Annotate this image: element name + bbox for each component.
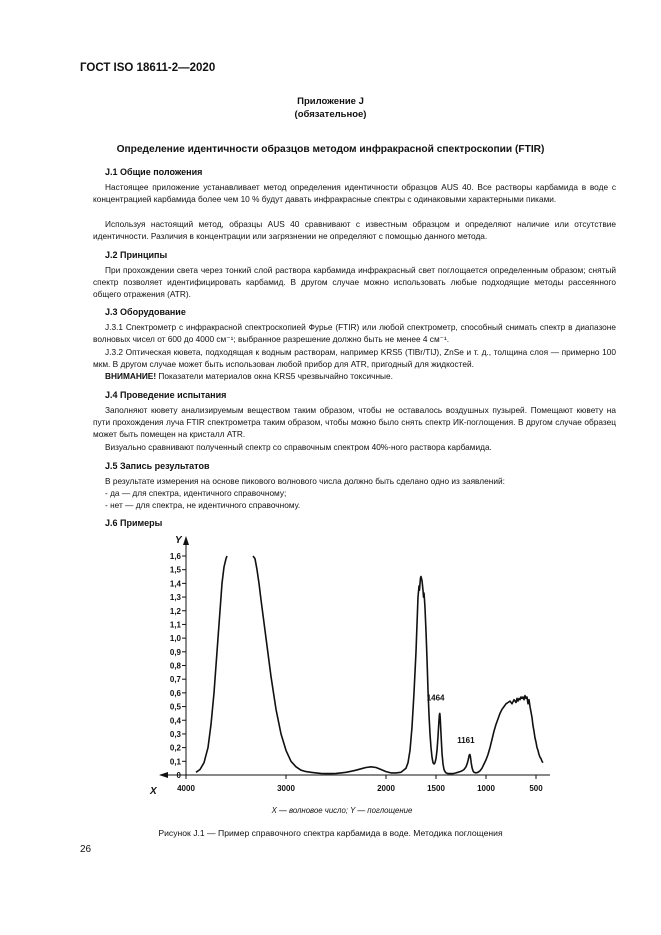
main-title: Определение идентичности образцов методом инфракрасной спектроскопии (FTIR) [116, 144, 545, 155]
x-tick-label: 1500 [427, 784, 445, 793]
warning-text: Показатели материалов окна KRS5 чрезвычайно токсичные. [156, 371, 393, 381]
x-tick-label: 1000 [477, 784, 495, 793]
paragraph-j4-1: Заполняют кювету анализируемым веществом таким образом, чтобы не оставалось воздушных пузырей. Помещают кювету на пути прохождения луча FTIR спектрометра таким образом, чтобы можно было снять спектр ИК-поглощения. В другом случае образец может быть помещен на кристалл ATR. [93, 405, 616, 440]
spectrum-line [196, 556, 227, 772]
y-axis-label: Y [175, 535, 182, 546]
paragraph-j3-2: J.3.2 Оптическая кювета, подходящая к водным растворам, например KRS5 (TlBr/TlJ), ZnSe и т. д., толщина слоя — примерно 100 мкм. В другом случае может быть использован любой прибор для ATR, пригодный для жидкостей. [93, 347, 616, 370]
spectrum-line [253, 556, 543, 774]
paragraph-j4-2: Визуально сравнивают полученный спектр со справочным спектром 40%-ного раствора карбамида. [105, 442, 492, 452]
y-tick-label: 0,7 [169, 675, 181, 685]
y-tick-label: 0,4 [169, 716, 181, 726]
y-tick-label: 1,4 [169, 579, 181, 589]
x-tick-label: 2000 [377, 784, 395, 793]
section-title-j3: J.3 Оборудование [105, 307, 186, 317]
section-title-j6: J.6 Примеры [105, 518, 163, 528]
peak-label: 1464 [426, 693, 445, 703]
y-tick-label: 0,9 [169, 647, 181, 657]
y-tick-label: 1,3 [169, 593, 181, 603]
peak-label: 1161 [457, 736, 475, 746]
annex-status: (обязательное) [294, 109, 367, 120]
x-axis-ticks [177, 775, 543, 793]
x-axis-label: X [150, 786, 157, 797]
y-axis-ticks [170, 552, 186, 780]
section-title-j5: J.5 Запись результатов [105, 461, 210, 471]
y-tick-label: 1,0 [169, 634, 181, 644]
y-tick-label: 0 [176, 771, 181, 780]
paragraph-j5-1: В результате измерения на основе пикового волнового числа должно быть сделано одно из заявлений: [105, 476, 505, 486]
x-tick-label: 4000 [177, 784, 195, 793]
section-title-j2: J.2 Принципы [105, 250, 168, 260]
y-tick-label: 0,1 [169, 757, 181, 767]
y-tick-label: 1,5 [169, 565, 181, 575]
y-tick-label: 0,5 [169, 702, 181, 712]
section-title-j4: J.4 Проведение испытания [105, 390, 227, 400]
standard-code: ГОСТ ISO 18611-2—2020 [80, 62, 216, 74]
axis-legend: X — волновое число; Y — поглощение [271, 806, 413, 815]
page-number: 26 [80, 844, 92, 855]
y-tick-label: 1,1 [169, 620, 181, 630]
y-tick-label: 0,2 [169, 743, 181, 753]
x-axis-arrow [159, 772, 168, 778]
y-tick-label: 1,2 [169, 606, 181, 616]
y-tick-label: 0,6 [169, 688, 181, 698]
list-item-no: - нет — для спектра, не идентичного справочному. [105, 500, 301, 510]
paragraph-j1-2: Используя настоящий метод, образцы AUS 40 сравнивают с известным образцом и определяют наличие или отсутствие идентичности. Различия в концентрации или загрязнении не определяют с помощью данного метода. [93, 219, 616, 242]
figure-caption: Рисунок J.1 — Пример справочного спектра карбамида в воде. Методика поглощения [158, 828, 503, 838]
annex-title: Приложение J [297, 96, 364, 107]
spectrum-series [196, 556, 543, 774]
y-tick-label: 0,8 [169, 661, 181, 671]
x-tick-label: 500 [529, 784, 543, 793]
peak-annotations [427, 694, 475, 745]
paragraph-j1-1: Настоящее приложение устанавливает метод определения идентичности образцов AUS 40. Все растворы карбамида в воде с концентрацией карбамида более чем 10 % будут давать инфракрасные спектры с одинаковыми характерными пиками. [93, 182, 616, 205]
warning-label: ВНИМАНИЕ! [105, 371, 157, 381]
y-tick-label: 0,3 [169, 729, 181, 739]
y-axis-arrow [183, 536, 189, 545]
x-tick-label: 3000 [277, 784, 295, 793]
section-title-j1: J.1 Общие положения [105, 167, 203, 177]
paragraph-j3-1: J.3.1 Спектрометр с инфракрасной спектроскопией Фурье (FTIR) или любой спектрометр, способный снимать спектр в диапазоне волновых чисел от 600 до 4000 см⁻¹; выбранное разрешение должно быть не менее 4 см⁻¹. [93, 322, 616, 345]
list-item-yes: - да — для спектра, идентичного справочному; [105, 488, 287, 498]
y-tick-label: 1,6 [169, 552, 181, 561]
paragraph-j2-1: При прохождении света через тонкий слой раствора карбамида инфракрасный свет поглощается определенным образом; снятый спектр позволяет идентифицировать карбамид. В другом случае можно использовать любые подходящие методы рассеянного общего отражения (ATR). [93, 265, 616, 300]
